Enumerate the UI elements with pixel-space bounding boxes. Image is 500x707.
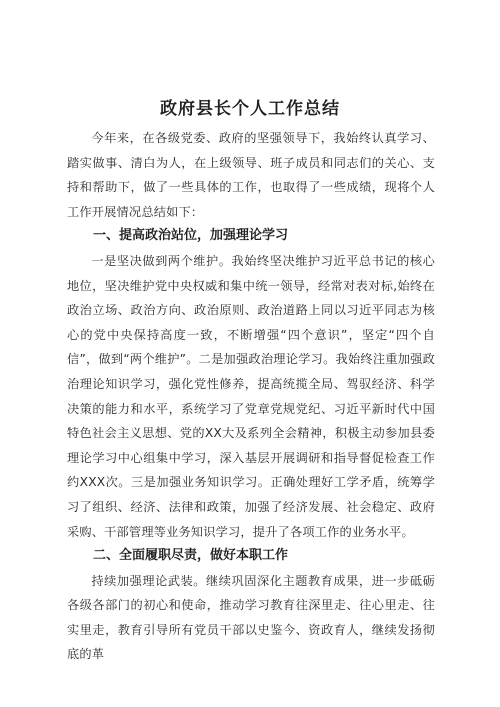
document-title: 政府县长个人工作总结 [160, 99, 340, 119]
section-heading-2: 二、全面履职尽责，做好本职工作 [93, 548, 289, 564]
section-heading-1: 一、提高政治站位，加强理论学习 [93, 228, 289, 244]
document-body [67, 126, 435, 667]
section-paragraph-1: 一是坚决做到两个维护。我始终坚决维护习近平总书记的核心地位，坚决维护党中央权威和集中统一领导，经常对表对标,始终在政治立场、政治方向、政治原则、政治道路上同以习近平同志为核心的党中央保持高度一致，不断增强“四个意识”，坚定“四个自信”，做到“两个维护”。二是加强政治理论学习。我始终注重加强政治理论知识学习，强化党性修养，提高统揽全局、驾驭经济、科学决策的能力和水平，系统学习了党章党规党纪、习近平新时代中国特色社会主义思想、党的XX大及系列全会精神，积极主动参加县委理论学习中心组集中学习，深入基层开展调研和指导督促检查工作约XXX次。三是加强业务知识学习。正确处理好工学矛盾，统筹学习了组织、经济、法律和政策，加强了经济发展、社会稳定、政府采购、干部管理等业务知识学习，提升了各项工作的业务水平。 [67, 253, 435, 539]
intro-paragraph: 今年来，在各级党委、政府的坚强领导下，我始终认真学习、踏实做事、清白为人，在上级领导、班子成员和同志们的关心、支持和帮助下，做了一些具体的工作，也取得了一些成绩，现将个人工作开展情况总结如下： [67, 131, 435, 219]
section-paragraph-2: 持续加强理论武装。继续巩固深化主题教育成果，进一步砥砺各级各部门的初心和使命，推动学习教育往深里走、往心里走、往实里走，教育引导所有党员干部以史鉴今、资政育人，继续发扬彻底的革 [67, 573, 435, 662]
